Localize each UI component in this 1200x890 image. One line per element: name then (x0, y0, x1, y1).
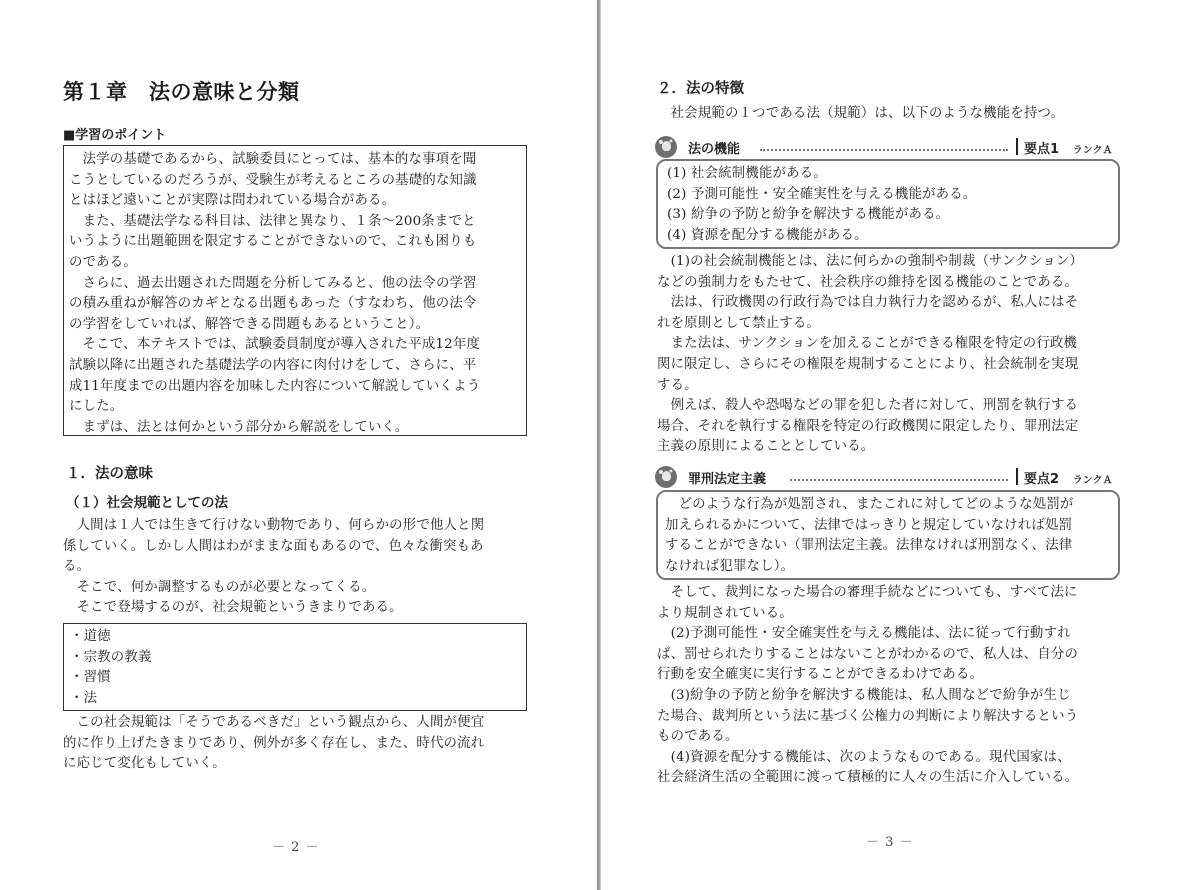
text-line: などの強制力をもたせて、社会秩序の維持を図る機能のことである。 (657, 274, 1079, 290)
list-item: ・法 (70, 690, 98, 706)
text-line: ば、罰せられたりすることはないことがわかるので、私人は、自分の (657, 646, 1079, 662)
text-line: (2)予測可能性・安全確実性を与える機能は、法に従って行動すれ (670, 626, 1071, 642)
subsection-heading-1: （１）社会規範としての法 (66, 495, 228, 511)
text-line: そして、裁判になった場合の審理手続などについても、すべて法に (670, 585, 1078, 600)
left-page (0, 0, 597, 890)
learning-point-box (63, 145, 527, 436)
function-item: (1) 社会統制機能がある。 (667, 166, 827, 181)
text-line: する。 (657, 377, 698, 393)
text-line: この社会規範は「そうであるべきだ」という観点から、人間が便宜 (76, 715, 485, 730)
text-line: にした。 (69, 399, 124, 415)
text-line: 法学の基礎であるから、試験委員にとっては、基本的な事項を聞 (82, 152, 477, 167)
key-point-2-rank: ランクＡ (1073, 475, 1113, 486)
text-line: 主義の原則によることとしている。 (657, 439, 875, 455)
text-line: に応じて変化もしていく。 (63, 756, 226, 772)
text-line: することができない（罪刑法定主義。法律なければ刑罰なく、法律 (665, 538, 1073, 554)
text-line: まずは、法とは何かという部分から解説をしていく。 (82, 419, 409, 435)
function-item: (2) 予測可能性・安全確実性を与える機能がある。 (667, 186, 977, 202)
after-list-body (63, 713, 533, 775)
page-divider (597, 0, 601, 890)
text-line: 人間は１人では生きて行けない動物であり、何らかの形で他人と関 (76, 518, 485, 533)
text-line: 成11年度までの出題内容を加味した内容について解説していくよう (69, 378, 481, 394)
text-line: (3)紛争の予防と紛争を解決する機能は、私人間などで紛争が生じ (670, 687, 1071, 703)
text-line: のである。 (69, 254, 137, 270)
text-line: 試験以降に出題された基礎法学の内容に肉付けをして、さらに、平 (69, 357, 477, 373)
text-line: 加えられるかについて、法律ではっきりと規定していなければ処罰 (665, 517, 1073, 533)
text-line: (4)資源を配分する機能は、次のようなものである。現代国家は、 (670, 749, 1071, 765)
social-norms-list-box (63, 623, 527, 711)
text-line: なければ犯罪なし）。 (665, 558, 795, 574)
key-point-2-header (655, 466, 1121, 488)
text-line: いうように出題範囲を限定することができないので、これも困りも (69, 234, 477, 250)
text-line: 場合、それを執行する権限を特定の行政機関に限定したり、罪刑法定 (657, 418, 1079, 434)
text-line: また法は、サンクションを加えることができる権限を特定の行政機 (670, 336, 1078, 352)
text-line: (1)の社会統制機能とは、法に何らかの強制や制裁（サンクション） (670, 254, 1084, 269)
functions-explanation (657, 252, 1127, 458)
text-line: こうとしているのだろうが、受験生が考えるところの基礎的な知識 (69, 172, 477, 188)
text-line: とはほど遠いことが実際は問われている場合がある。 (69, 193, 396, 209)
separator-bar (1016, 138, 1018, 155)
functions-explanation-continued (657, 583, 1127, 789)
text-line: の学習をしていれば、解答できる問題もあるということ）。 (69, 316, 430, 332)
text-line: の積み重ねが解答のカギとなる出題もあった（すなわち、他の法令 (69, 296, 477, 312)
text-line: 行動を安全確実に実行することができるわけである。 (657, 667, 984, 683)
text-line: 社会規範の１つである法（規範）は、以下のような機能を持つ。 (670, 106, 1065, 121)
text-line: どのような行為が処罰され、またこれに対してどのような処罰が (678, 497, 1074, 512)
text-line: 関に限定し、さらにその権限を規制することにより、社会統制を実現 (657, 356, 1079, 372)
text-line: 的に作り上げたきまりであり、例外が多く存在し、また、時代の流れ (63, 735, 485, 751)
text-line: 係していく。しかし人間はわがままな面もあるので、色々な衝突もあ (63, 538, 484, 554)
list-item: ・宗教の教義 (70, 649, 152, 665)
page-number: － 2 － (272, 840, 320, 855)
text-line: より規制されている。 (657, 605, 793, 621)
key-point-1-label: 要点1 (1024, 142, 1060, 157)
key-point-1-rank: ランクＡ (1073, 145, 1113, 156)
page-number: － 3 － (866, 835, 914, 850)
text-line: る。 (63, 559, 91, 575)
text-line: れを原則として禁止する。 (657, 315, 821, 331)
function-item: (3) 紛争の予防と紛争を解決する機能がある。 (667, 207, 950, 223)
key-point-icon (655, 466, 677, 488)
text-line: 法は、行政機関の行政行為では自力執行力を認めるが、私人にはそ (670, 295, 1079, 311)
text-line: ものである。 (657, 729, 739, 745)
text-line: そこで、本テキストでは、試験委員制度が導入された平成12年度 (82, 337, 481, 353)
key-point-icon (655, 136, 677, 158)
text-line: そこで登場するのが、社会規範というきまりである。 (76, 600, 403, 616)
section-heading-2: ２．法の特徴 (657, 81, 744, 97)
chapter-title: 第１章 法の意味と分類 (63, 80, 300, 104)
nulla-poena-box (656, 490, 1120, 580)
law-functions-box (656, 159, 1120, 249)
section-heading-1: １．法の意味 (66, 466, 153, 482)
function-item: (4) 資源を配分する機能がある。 (667, 227, 868, 243)
dotted-leader (760, 149, 1008, 151)
list-item: ・道徳 (70, 629, 111, 644)
text-line: また、基礎法学なる科目は、法律と異なり、１条～200条までと (82, 213, 476, 229)
separator-bar (1016, 468, 1018, 485)
key-point-2-title: 罪刑法定主義 (688, 472, 767, 487)
list-item: ・習慣 (70, 670, 111, 686)
text-line: た場合、裁判所という法に基づく公権力の判断により解決するという (657, 708, 1079, 724)
key-point-1-header (655, 136, 1121, 158)
key-point-2-label: 要点2 (1024, 472, 1060, 487)
section2-intro (657, 104, 1127, 125)
learning-point-heading: ■学習のポイント (63, 128, 167, 143)
text-line: 例えば、殺人や恐喝などの罪を犯した者に対して、刑罰を執行する (670, 398, 1079, 414)
text-line: 社会経済生活の全範囲に渡って積極的に人々の生活に介入している。 (657, 770, 1079, 786)
section1-body (63, 516, 533, 619)
key-point-1-title: 法の機能 (688, 142, 741, 157)
text-line: そこで、何か調整するものが必要となってくる。 (76, 579, 376, 595)
dotted-leader (790, 479, 1008, 481)
text-line: さらに、過去出題された問題を分析してみると、他の法令の学習 (82, 275, 477, 291)
